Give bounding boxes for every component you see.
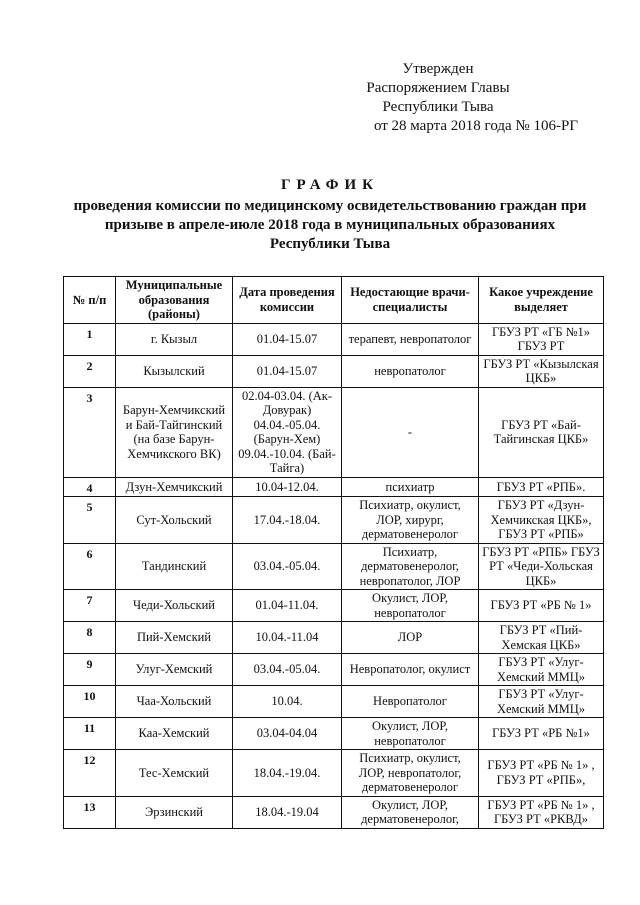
cell-dates: 18.04.-19.04.	[233, 750, 342, 797]
cell-district: Эрзинский	[116, 796, 233, 828]
cell-institution: ГБУЗ РТ «Дзун-Хемчикская ЦКБ», ГБУЗ РТ «РПБ»	[479, 497, 604, 544]
cell-institution: ГБУЗ РТ «РПБ».	[479, 477, 604, 497]
cell-dates: 10.04-12.04.	[233, 477, 342, 497]
cell-num: 4	[64, 477, 116, 497]
cell-doctors: Психиатр, окулист, ЛОР, невропатолог, дерматовенеролог	[342, 750, 479, 797]
cell-num: 11	[64, 718, 116, 750]
cell-institution: ГБУЗ РТ «ГБ №1» ГБУЗ РТ	[479, 323, 604, 355]
header-dates: Дата проведения комиссии	[233, 277, 342, 324]
cell-doctors: терапевт, невропатолог	[342, 323, 479, 355]
cell-num: 10	[64, 686, 116, 718]
cell-doctors: Невропатолог, окулист	[342, 654, 479, 686]
subtitle-line: Республики Тыва	[269, 236, 391, 252]
cell-institution: ГБУЗ РТ «РБ №1»	[479, 718, 604, 750]
cell-dates: 03.04.-05.04.	[233, 543, 342, 590]
cell-num: 6	[64, 543, 116, 590]
table-row	[64, 686, 604, 718]
cell-district: Каа-Хемский	[116, 718, 233, 750]
cell-doctors: Окулист, ЛОР, дерматовенеролог,	[342, 796, 479, 828]
approval-line: Утвержден	[402, 61, 474, 77]
table-header-row	[64, 277, 604, 324]
cell-institution: ГБУЗ РТ «Пий-Хемская ЦКБ»	[479, 622, 604, 654]
cell-num: 8	[64, 622, 116, 654]
header-doctors: Недостающие врачи-специалисты	[342, 277, 479, 324]
header-institution: Какое учреждение выделяет	[479, 277, 604, 324]
cell-district: Пий-Хемский	[116, 622, 233, 654]
cell-dates: 01.04-15.07	[233, 323, 342, 355]
cell-institution: ГБУЗ РТ «РБ № 1» , ГБУЗ РТ «РПБ»,	[479, 750, 604, 797]
cell-dates: 17.04.-18.04.	[233, 497, 342, 544]
table-row	[64, 497, 604, 544]
cell-num: 5	[64, 497, 116, 544]
cell-dates: 01.04-11.04.	[233, 590, 342, 622]
cell-district: Чеди-Хольский	[116, 590, 233, 622]
cell-num: 9	[64, 654, 116, 686]
cell-doctors: невропатолог	[342, 355, 479, 387]
cell-district: Чаа-Хольский	[116, 686, 233, 718]
table-row	[64, 543, 604, 590]
cell-institution: ГБУЗ РТ «РПБ» ГБУЗ РТ «Чеди-Хольская ЦКБ»	[479, 543, 604, 590]
cell-doctors: Невропатолог	[342, 686, 479, 718]
cell-dates: 02.04-03.04. (Ак-Довурак) 04.04.-05.04. (Барун-Хем) 09.04.-10.04. (Бай-Тайга)	[233, 387, 342, 477]
cell-doctors: -	[342, 387, 479, 477]
table-row	[64, 323, 604, 355]
cell-num: 13	[64, 796, 116, 828]
table-row	[64, 718, 604, 750]
cell-district: Барун-Хемчикский и Бай-Тайгинский (на базе Барун-Хемчикского ВК)	[116, 387, 233, 477]
table-row	[64, 750, 604, 797]
cell-district: Тес-Хемский	[116, 750, 233, 797]
cell-dates: 18.04.-19.04	[233, 796, 342, 828]
header-district: Муниципальные образования (районы)	[116, 277, 233, 324]
cell-district: Улуг-Хемский	[116, 654, 233, 686]
cell-institution: ГБУЗ РТ «РБ № 1» , ГБУЗ РТ «РКВД»	[479, 796, 604, 828]
cell-doctors: Психиатр, дерматовенеролог, невропатолог, ЛОР	[342, 543, 479, 590]
cell-doctors: Психиатр, окулист, ЛОР, хирург, дерматовенеролог	[342, 497, 479, 544]
cell-doctors: психиатр	[342, 477, 479, 497]
cell-dates: 03.04.-05.04.	[233, 654, 342, 686]
cell-num: 12	[64, 750, 116, 797]
cell-institution: ГБУЗ РТ «Бай-Тайгинская ЦКБ»	[479, 387, 604, 477]
cell-institution: ГБУЗ РТ «Улуг-Хемский ММЦ»	[479, 686, 604, 718]
cell-dates: 10.04.-11.04	[233, 622, 342, 654]
cell-district: Кызылский	[116, 355, 233, 387]
cell-dates: 10.04.	[233, 686, 342, 718]
table-row	[64, 387, 604, 477]
document-title: ГРАФИК	[280, 177, 380, 193]
table-row	[64, 622, 604, 654]
approval-line: от 28 марта 2018 года № 106-РГ	[373, 118, 578, 134]
cell-doctors: ЛОР	[342, 622, 479, 654]
approval-block	[308, 60, 578, 136]
table-row	[64, 477, 604, 497]
cell-num: 2	[64, 355, 116, 387]
cell-institution: ГБУЗ РТ «РБ № 1»	[479, 590, 604, 622]
header-num: № п/п	[64, 277, 116, 324]
cell-district: Дзун-Хемчикский	[116, 477, 233, 497]
table-row	[64, 796, 604, 828]
cell-district: Сут-Хольский	[116, 497, 233, 544]
cell-doctors: Окулист, ЛОР, невропатолог	[342, 718, 479, 750]
table-row	[64, 590, 604, 622]
table-row	[64, 654, 604, 686]
cell-num: 3	[64, 387, 116, 477]
cell-num: 7	[64, 590, 116, 622]
approval-line: Распоряжением Главы	[366, 80, 510, 96]
cell-num: 1	[64, 323, 116, 355]
cell-institution: ГБУЗ РТ «Улуг-Хемский ММЦ»	[479, 654, 604, 686]
cell-doctors: Окулист, ЛОР, невропатолог	[342, 590, 479, 622]
schedule-table	[63, 276, 604, 829]
subtitle-line: призыве в апреле-июле 2018 года в муниципальных образованиях	[104, 217, 556, 233]
document-subtitle	[60, 197, 600, 254]
cell-district: г. Кызыл	[116, 323, 233, 355]
subtitle-line: проведения комиссии по медицинскому освидетельствованию граждан при	[73, 198, 587, 214]
cell-district: Тандинский	[116, 543, 233, 590]
cell-dates: 01.04-15.07	[233, 355, 342, 387]
table-row	[64, 355, 604, 387]
approval-line: Республики Тыва	[382, 99, 494, 115]
cell-institution: ГБУЗ РТ «Кызылская ЦКБ»	[479, 355, 604, 387]
cell-dates: 03.04-04.04	[233, 718, 342, 750]
